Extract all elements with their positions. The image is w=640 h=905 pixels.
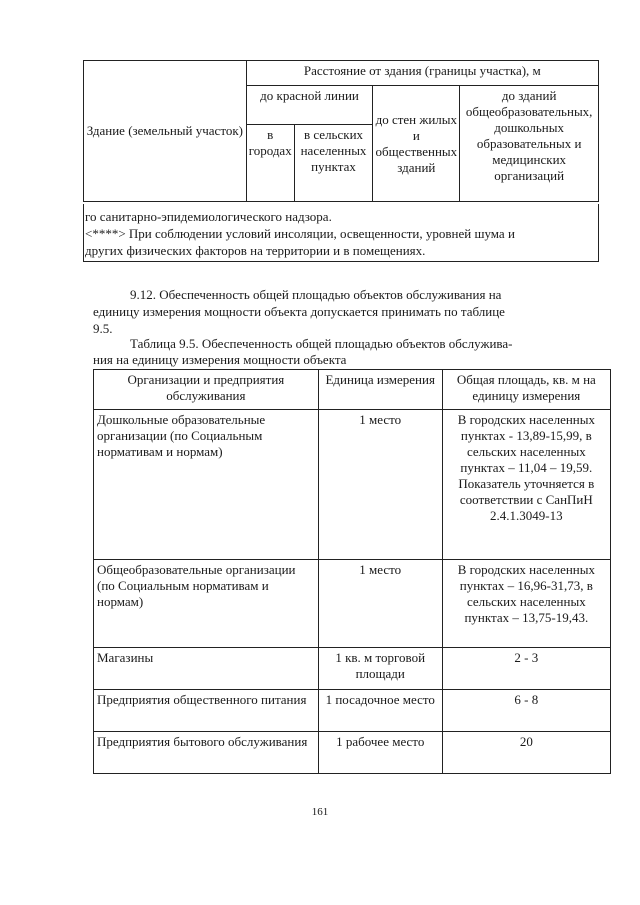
row-header: Здание (земельный участок) [86,123,243,138]
services-table [93,369,611,774]
area-cell [442,410,610,560]
unit-cell [318,560,442,648]
org-name: Общеобразовательные организации (по Социальным нормативам и нормам) [97,562,296,609]
table-caption-line-1: Таблица 9.5. Обеспеченность общей площадью объектов обслужива- [130,336,513,351]
header-area-cell [442,370,610,410]
area-cell [442,690,610,732]
org-name: Предприятия бытового обслуживания [97,734,308,749]
org-cell [94,410,319,560]
org-name: Предприятия общественного питания [97,692,307,707]
walls-header: до стен жилых и общественных зданий [375,111,458,175]
area-value: 6 - 8 [514,692,539,707]
area-value: В городских населенных пунктах - 13,89-15,99, в сельских населенных пунктах – 11,04 – 19,59. [457,412,595,475]
area-note: Показатель уточняется в соответствии с СанПиН 2.4.1.3049-13 [458,476,595,523]
in-cities-header: в городах [248,127,292,158]
unit-cell [318,732,442,774]
paragraph-line-3: 9.5. [93,321,113,336]
area-value: В городских населенных пунктах – 16,96-31,73, в сельских населенных пунктах – 13,75-19,43. [457,562,595,625]
unit-value: 1 место [359,412,402,427]
area-value: 2 - 3 [514,650,539,665]
unit-cell [318,648,442,690]
header-org-cell [94,370,319,410]
org-cell [94,732,319,774]
in-rural-cell [294,125,373,202]
org-cell [94,648,319,690]
table-row [94,560,611,648]
org-name: Дошкольные образовательные организации (по Социальным нормативам и нормам) [97,412,266,459]
area-value: 20 [519,734,533,749]
note-line-2: <****> При соблюдении условий инсоляции, освещенности, уровней шума и [85,226,515,241]
walls-cell [373,86,460,202]
area-cell [442,560,610,648]
area-cell [442,648,610,690]
buildings-cell [460,86,599,202]
buildings-header: до зданий общеобразовательных, дошкольных образовательных и медицинских организаций [465,88,593,183]
header-main: Расстояние от здания (границы участка), м [303,63,541,78]
header-unit: Единица измерения [325,372,435,387]
row-header-cell [84,61,247,202]
org-name: Магазины [97,650,154,665]
page-number: 161 [311,806,329,818]
table-row [94,732,611,774]
note-line-1: го санитарно-эпидемиологического надзора. [85,209,332,224]
in-cities-cell [246,125,294,202]
unit-cell [318,690,442,732]
paragraph-line-1: 9.12. Обеспеченность общей площадью объектов обслуживания на [130,287,502,302]
header-area: Общая площадь, кв. м на единицу измерения [456,372,596,403]
org-cell [94,690,319,732]
org-cell [94,560,319,648]
unit-value: 1 кв. м торговой площади [335,650,426,681]
unit-value: 1 посадочное место [325,692,435,707]
distance-table [83,60,599,202]
header-main-cell [246,61,598,86]
table-row [94,648,611,690]
header-unit-cell [318,370,442,410]
unit-cell [318,410,442,560]
unit-value: 1 рабочее место [336,734,425,749]
header-org: Организации и предприятия обслуживания [127,372,285,403]
in-rural-header: в сельских населенных пунктах [300,127,367,174]
table-caption-line-2: ния на единицу измерения мощности объекта [93,352,347,367]
table-row [94,690,611,732]
notes-frame [83,204,599,262]
table-row [94,410,611,560]
red-line-header: до красной линии [260,88,359,103]
area-cell [442,732,610,774]
red-line-cell [246,86,373,125]
paragraph-line-2: единицу измерения мощности объекта допускается принимать по таблице [93,304,505,319]
note-line-3: других физических факторов на территории и в помещениях. [85,243,426,258]
unit-value: 1 место [359,562,402,577]
